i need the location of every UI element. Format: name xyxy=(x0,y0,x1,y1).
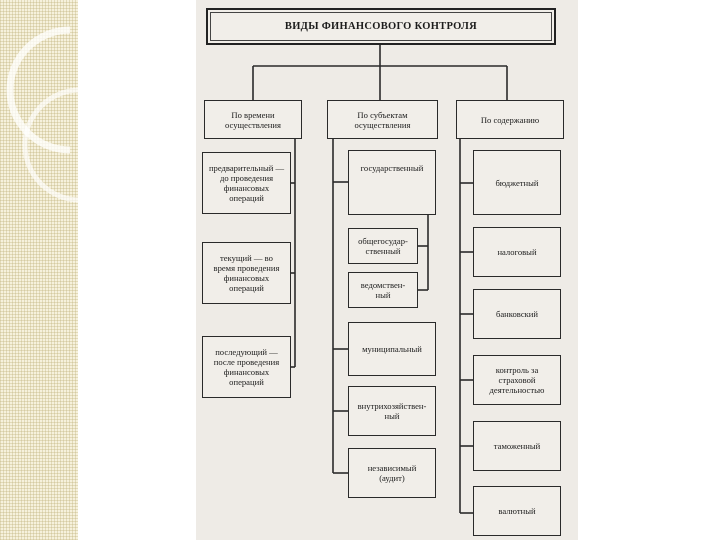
item-internal: внутрихозяйствен- ный xyxy=(348,386,436,436)
item-currency: валютный xyxy=(473,486,561,536)
header-by-content: По содержанию xyxy=(456,100,564,139)
item-general-state: общегосудар- ственный xyxy=(348,228,418,264)
item-tax: налоговый xyxy=(473,227,561,277)
item-subsequent: последующий — после проведения финансовых операций xyxy=(202,336,291,398)
item-independent-audit: независимый (аудит) xyxy=(348,448,436,498)
item-budget: бюджетный xyxy=(473,150,561,215)
item-customs: таможенный xyxy=(473,421,561,471)
item-municipal: муниципальный xyxy=(348,322,436,376)
header-by-time: По времени осуществления xyxy=(204,100,302,139)
diagram-title: ВИДЫ ФИНАНСОВОГО КОНТРОЛЯ xyxy=(206,8,556,45)
header-by-subject: По субъектам осуществления xyxy=(327,100,438,139)
item-state: государственный xyxy=(348,150,436,215)
item-banking: банковский xyxy=(473,289,561,339)
item-departmental: ведомствен- ный xyxy=(348,272,418,308)
item-preliminary: предварительный — до проведения финансовых операций xyxy=(202,152,291,214)
item-insurance-control: контроль за страховой деятельностью xyxy=(473,355,561,405)
item-current: текущий — во время проведения финансовых операций xyxy=(202,242,291,304)
